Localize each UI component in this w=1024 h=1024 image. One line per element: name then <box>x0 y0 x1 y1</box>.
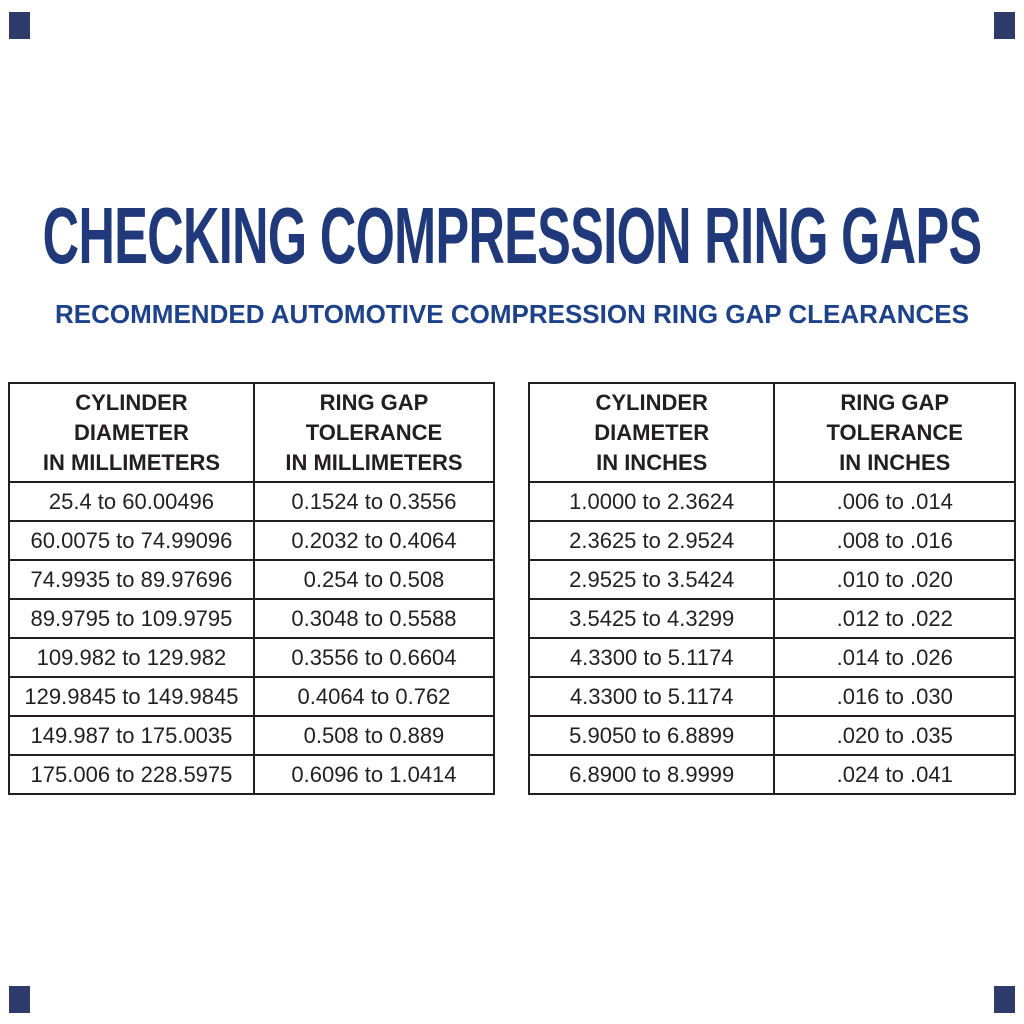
table-row <box>9 521 494 560</box>
ring-gap-tolerance-cell: .016 to .030 <box>774 677 1015 716</box>
page-subtitle-row <box>0 299 1024 329</box>
table-row <box>529 716 1015 755</box>
ring-gap-tolerance-cell: 0.4064 to 0.762 <box>254 677 494 716</box>
ring-gap-tolerance-cell: 0.254 to 0.508 <box>254 560 494 599</box>
table-row <box>529 755 1015 794</box>
corner-registration-mark <box>994 986 1015 1013</box>
cylinder-diameter-cell: 89.9795 to 109.9795 <box>9 599 254 638</box>
cylinder-diameter-cell: 2.3625 to 2.9524 <box>529 521 774 560</box>
table-row <box>9 560 494 599</box>
table-row <box>9 638 494 677</box>
table-row <box>529 521 1015 560</box>
cylinder-diameter-cell: 129.9845 to 149.9845 <box>9 677 254 716</box>
ring-gap-tolerance-cell: .020 to .035 <box>774 716 1015 755</box>
ring-gap-table-inches <box>528 382 1016 795</box>
ring-gap-tolerance-cell: .006 to .014 <box>774 482 1015 521</box>
header-line: TOLERANCE <box>305 419 443 445</box>
cylinder-diameter-cell: 109.982 to 129.982 <box>9 638 254 677</box>
ring-gap-tolerance-cell: 0.6096 to 1.0414 <box>254 755 494 794</box>
inch-ring-gap-tolerance-header <box>774 383 1015 482</box>
corner-registration-mark <box>9 12 30 39</box>
table-row <box>529 599 1015 638</box>
inch-cylinder-diameter-header <box>529 383 774 482</box>
cylinder-diameter-cell: 25.4 to 60.00496 <box>9 482 254 521</box>
cylinder-diameter-cell: 4.3300 to 5.1174 <box>529 677 774 716</box>
header-line: DIAMETER <box>594 419 710 445</box>
table-row <box>529 677 1015 716</box>
header-line: RING GAP <box>319 389 429 415</box>
ring-gap-tolerance-cell: 0.1524 to 0.3556 <box>254 482 494 521</box>
inch-table-body <box>529 482 1015 794</box>
ring-gap-tolerance-cell: 0.3048 to 0.5588 <box>254 599 494 638</box>
cylinder-diameter-cell: 74.9935 to 89.97696 <box>9 560 254 599</box>
inch-table-header <box>529 383 1015 482</box>
header-line: IN INCHES <box>596 449 708 475</box>
table-row <box>529 560 1015 599</box>
corner-registration-mark <box>994 12 1015 39</box>
table-row <box>9 599 494 638</box>
ring-gap-table-millimeters <box>8 382 495 795</box>
table-row <box>529 638 1015 677</box>
table-row <box>9 716 494 755</box>
page-title-row <box>0 191 1024 280</box>
ring-gap-tolerance-cell: .010 to .020 <box>774 560 1015 599</box>
ring-gap-tolerance-cell: 0.2032 to 0.4064 <box>254 521 494 560</box>
corner-registration-mark <box>9 986 30 1013</box>
header-line: DIAMETER <box>74 419 189 445</box>
table-row <box>529 482 1015 521</box>
table-row <box>9 482 494 521</box>
header-line: IN MILLIMETERS <box>42 449 221 475</box>
mm-header-row <box>9 383 494 482</box>
ring-gap-tolerance-cell: 0.3556 to 0.6604 <box>254 638 494 677</box>
header-line: TOLERANCE <box>826 419 963 445</box>
table-row <box>9 755 494 794</box>
ring-gap-tolerance-cell: .014 to .026 <box>774 638 1015 677</box>
header-line: RING GAP <box>840 389 950 415</box>
header-line: IN INCHES <box>839 449 951 475</box>
cylinder-diameter-cell: 60.0075 to 74.99096 <box>9 521 254 560</box>
mm-table-header <box>9 383 494 482</box>
ring-gap-tolerance-cell: 0.508 to 0.889 <box>254 716 494 755</box>
page-title: CHECKING COMPRESSION RING GAPS <box>42 191 982 280</box>
page-subtitle: RECOMMENDED AUTOMOTIVE COMPRESSION RING GAP CLEARANCES <box>55 299 969 329</box>
inch-header-row <box>529 383 1015 482</box>
table-row <box>9 677 494 716</box>
cylinder-diameter-cell: 149.987 to 175.0035 <box>9 716 254 755</box>
header-line: CYLINDER <box>595 389 708 415</box>
header-line: IN MILLIMETERS <box>285 449 463 475</box>
mm-cylinder-diameter-header <box>9 383 254 482</box>
header-line: CYLINDER <box>75 389 188 415</box>
cylinder-diameter-cell: 175.006 to 228.5975 <box>9 755 254 794</box>
cylinder-diameter-cell: 6.8900 to 8.9999 <box>529 755 774 794</box>
mm-ring-gap-tolerance-header <box>254 383 494 482</box>
cylinder-diameter-cell: 1.0000 to 2.3624 <box>529 482 774 521</box>
cylinder-diameter-cell: 5.9050 to 6.8899 <box>529 716 774 755</box>
ring-gap-tolerance-cell: .024 to .041 <box>774 755 1015 794</box>
ring-gap-tolerance-cell: .008 to .016 <box>774 521 1015 560</box>
cylinder-diameter-cell: 4.3300 to 5.1174 <box>529 638 774 677</box>
ring-gap-tolerance-cell: .012 to .022 <box>774 599 1015 638</box>
cylinder-diameter-cell: 2.9525 to 3.5424 <box>529 560 774 599</box>
mm-table-body <box>9 482 494 794</box>
cylinder-diameter-cell: 3.5425 to 4.3299 <box>529 599 774 638</box>
